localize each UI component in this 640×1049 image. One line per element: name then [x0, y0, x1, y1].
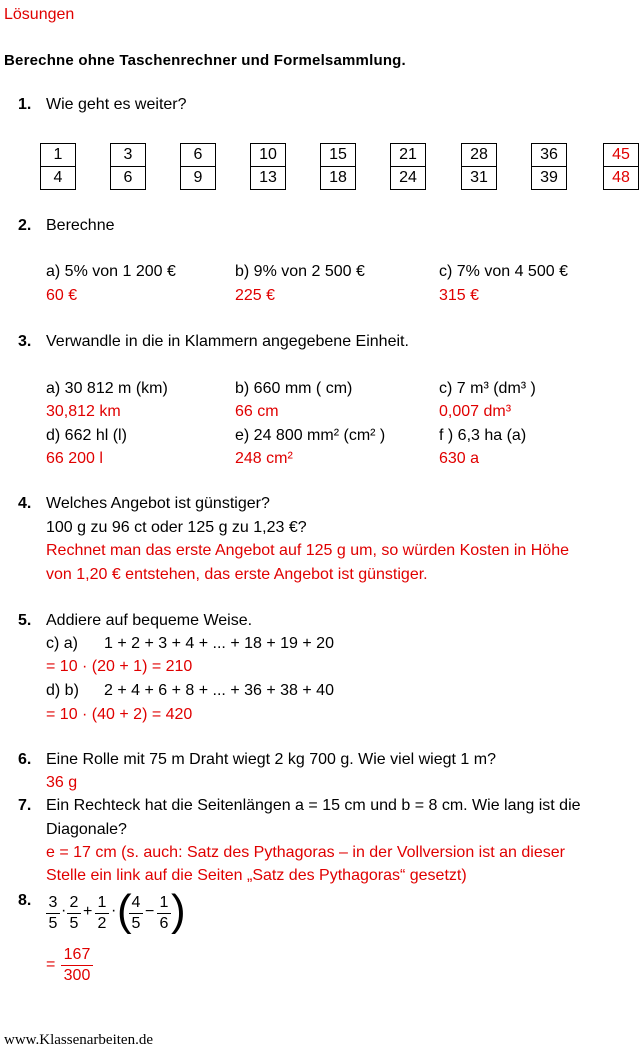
question-4-line-1: Welches Angebot ist günstiger?: [46, 495, 270, 512]
denominator: 5: [46, 913, 60, 934]
q2-task-b: b) 9% von 2 500 €: [235, 263, 365, 280]
right-parenthesis: ): [171, 886, 186, 935]
sequence-value-top: 45: [612, 146, 630, 163]
question-4-number: 4.: [18, 495, 32, 512]
q3-answer-d: 66 200 l: [46, 450, 103, 467]
sequence-value-bottom: 31: [462, 166, 496, 189]
q3-answer-a: 30,812 km: [46, 403, 121, 420]
q2-task-a: a) 5% von 1 200 €: [46, 263, 176, 280]
sequence-value-top: 1: [53, 146, 63, 163]
denominator: 2: [95, 913, 109, 934]
q3-answer-e: 248 cm²: [235, 450, 293, 467]
sequence-box: [461, 143, 497, 190]
sequence-value-top: 15: [329, 146, 347, 163]
instruction-heading: Berechne ohne Taschenrechner und Formelsammlung.: [4, 52, 406, 69]
question-6-number: 6.: [18, 751, 32, 768]
denominator: 5: [67, 913, 81, 934]
sequence-box: [250, 143, 286, 190]
numerator: 2: [69, 894, 79, 911]
result-fraction: [61, 945, 93, 986]
q2-task-c: c) 7% von 4 500 €: [439, 263, 568, 280]
question-7-number: 7.: [18, 797, 32, 814]
q3-answer-b: 66 cm: [235, 403, 279, 420]
numerator: 1: [159, 894, 169, 911]
numerator: 167: [63, 946, 91, 963]
question-3-number: 3.: [18, 333, 32, 350]
denominator: 6: [157, 913, 171, 934]
q3-task-d: d) 662 hl (l): [46, 427, 127, 444]
question-4-answer-2: von 1,20 € entstehen, das erste Angebot ist günstiger.: [46, 566, 428, 583]
q5-c-answer: = 10 · (20 + 1) = 210: [46, 658, 193, 675]
question-5-number: 5.: [18, 612, 32, 629]
left-parenthesis: (: [117, 886, 132, 935]
q5-c-expression: 1 + 2 + 3 + 4 + ... + 18 + 19 + 20: [104, 635, 334, 652]
sequence-value-top: 3: [123, 146, 133, 163]
sequence-value-top: 36: [540, 146, 558, 163]
sequence-box: [531, 143, 567, 190]
q3-task-c: c) 7 m³ (dm³ ): [439, 380, 536, 397]
result-equals-sign: =: [46, 956, 56, 973]
q2-answer-c: 315 €: [439, 287, 480, 304]
q3-task-e: e) 24 800 mm² (cm² ): [235, 427, 386, 444]
question-4-answer-1: Rechnet man das erste Angebot auf 125 g um, so würden Kosten in Höhe: [46, 542, 569, 559]
sequence-box: [180, 143, 216, 190]
q3-answer-f: 630 a: [439, 450, 480, 467]
sequence-value-bottom: 24: [391, 166, 425, 189]
sequence-value-top: 21: [399, 146, 417, 163]
question-2-text: Berechne: [46, 217, 115, 234]
footer-site: www.Klassenarbeiten.de: [4, 1032, 153, 1048]
question-1-number: 1.: [18, 96, 32, 113]
q2-answer-a: 60 €: [46, 287, 78, 304]
denominator: 5: [129, 913, 143, 934]
fraction-4-5: [129, 893, 143, 934]
question-5-text: Addiere auf bequeme Weise.: [46, 612, 253, 629]
q3-task-b: b) 660 mm ( cm): [235, 380, 353, 397]
question-3-text: Verwandle in die in Klammern angegebene Einheit.: [46, 333, 409, 350]
q5-d-expression: 2 + 4 + 6 + 8 + ... + 36 + 38 + 40: [104, 682, 334, 699]
q5-c-label: c) a): [46, 635, 78, 652]
sequence-value-bottom: 13: [251, 166, 285, 189]
q3-task-f: f ) 6,3 ha (a): [439, 427, 527, 444]
fraction-2-5: [67, 893, 81, 934]
denominator: 300: [61, 965, 93, 986]
q5-d-answer: = 10 · (40 + 2) = 420: [46, 706, 193, 723]
question-7-line-2: Diagonale?: [46, 821, 127, 838]
numerator: 3: [48, 894, 58, 911]
sequence-box: [110, 143, 146, 190]
numerator: 1: [97, 894, 107, 911]
fraction-1-6: [157, 893, 171, 934]
plus-sign: +: [83, 903, 93, 920]
numerator: 4: [131, 894, 141, 911]
q2-answer-b: 225 €: [235, 287, 276, 304]
q5-d-label: d) b): [46, 682, 79, 699]
sequence-box: [603, 143, 639, 190]
question-7-line-1: Ein Rechteck hat die Seitenlängen a = 15 cm und b = 8 cm. Wie lang ist die: [46, 797, 581, 814]
question-7-answer-1: e = 17 cm (s. auch: Satz des Pythagoras – in der Vollversion ist an dieser: [46, 844, 565, 861]
sequence-value-bottom: 18: [321, 166, 355, 189]
sequence-box: [390, 143, 426, 190]
fraction-3-5: [46, 893, 60, 934]
sequence-value-top: 10: [259, 146, 277, 163]
question-6-text: Eine Rolle mit 75 m Draht wiegt 2 kg 700 g. Wie viel wiegt 1 m?: [46, 751, 496, 768]
fraction-1-2: [95, 893, 109, 934]
question-7-answer-2: Stelle ein link auf die Seiten „Satz des Pythagoras“ gesetzt): [46, 867, 467, 884]
question-1-text: Wie geht es weiter?: [46, 96, 187, 113]
question-8-number: 8.: [18, 892, 32, 909]
q3-answer-c: 0,007 dm³: [439, 403, 512, 420]
minus-sign: −: [145, 903, 155, 920]
question-6-answer: 36 g: [46, 774, 78, 791]
sequence-value-bottom: 39: [532, 166, 566, 189]
question-2-number: 2.: [18, 217, 32, 234]
sequence-value-top: 28: [470, 146, 488, 163]
q3-task-a: a) 30 812 m (km): [46, 380, 168, 397]
multiply-sign: ·: [61, 902, 67, 919]
sequence-value-bottom: 48: [604, 166, 638, 189]
sequence-value-bottom: 9: [181, 166, 215, 189]
solutions-title: Lösungen: [4, 6, 75, 23]
sequence-value-top: 6: [193, 146, 203, 163]
multiply-sign: ·: [111, 902, 117, 919]
sequence-box: [40, 143, 76, 190]
question-4-line-2: 100 g zu 96 ct oder 125 g zu 1,23 €?: [46, 519, 307, 536]
sequence-box: [320, 143, 356, 190]
sequence-value-bottom: 4: [41, 166, 75, 189]
sequence-value-bottom: 6: [111, 166, 145, 189]
